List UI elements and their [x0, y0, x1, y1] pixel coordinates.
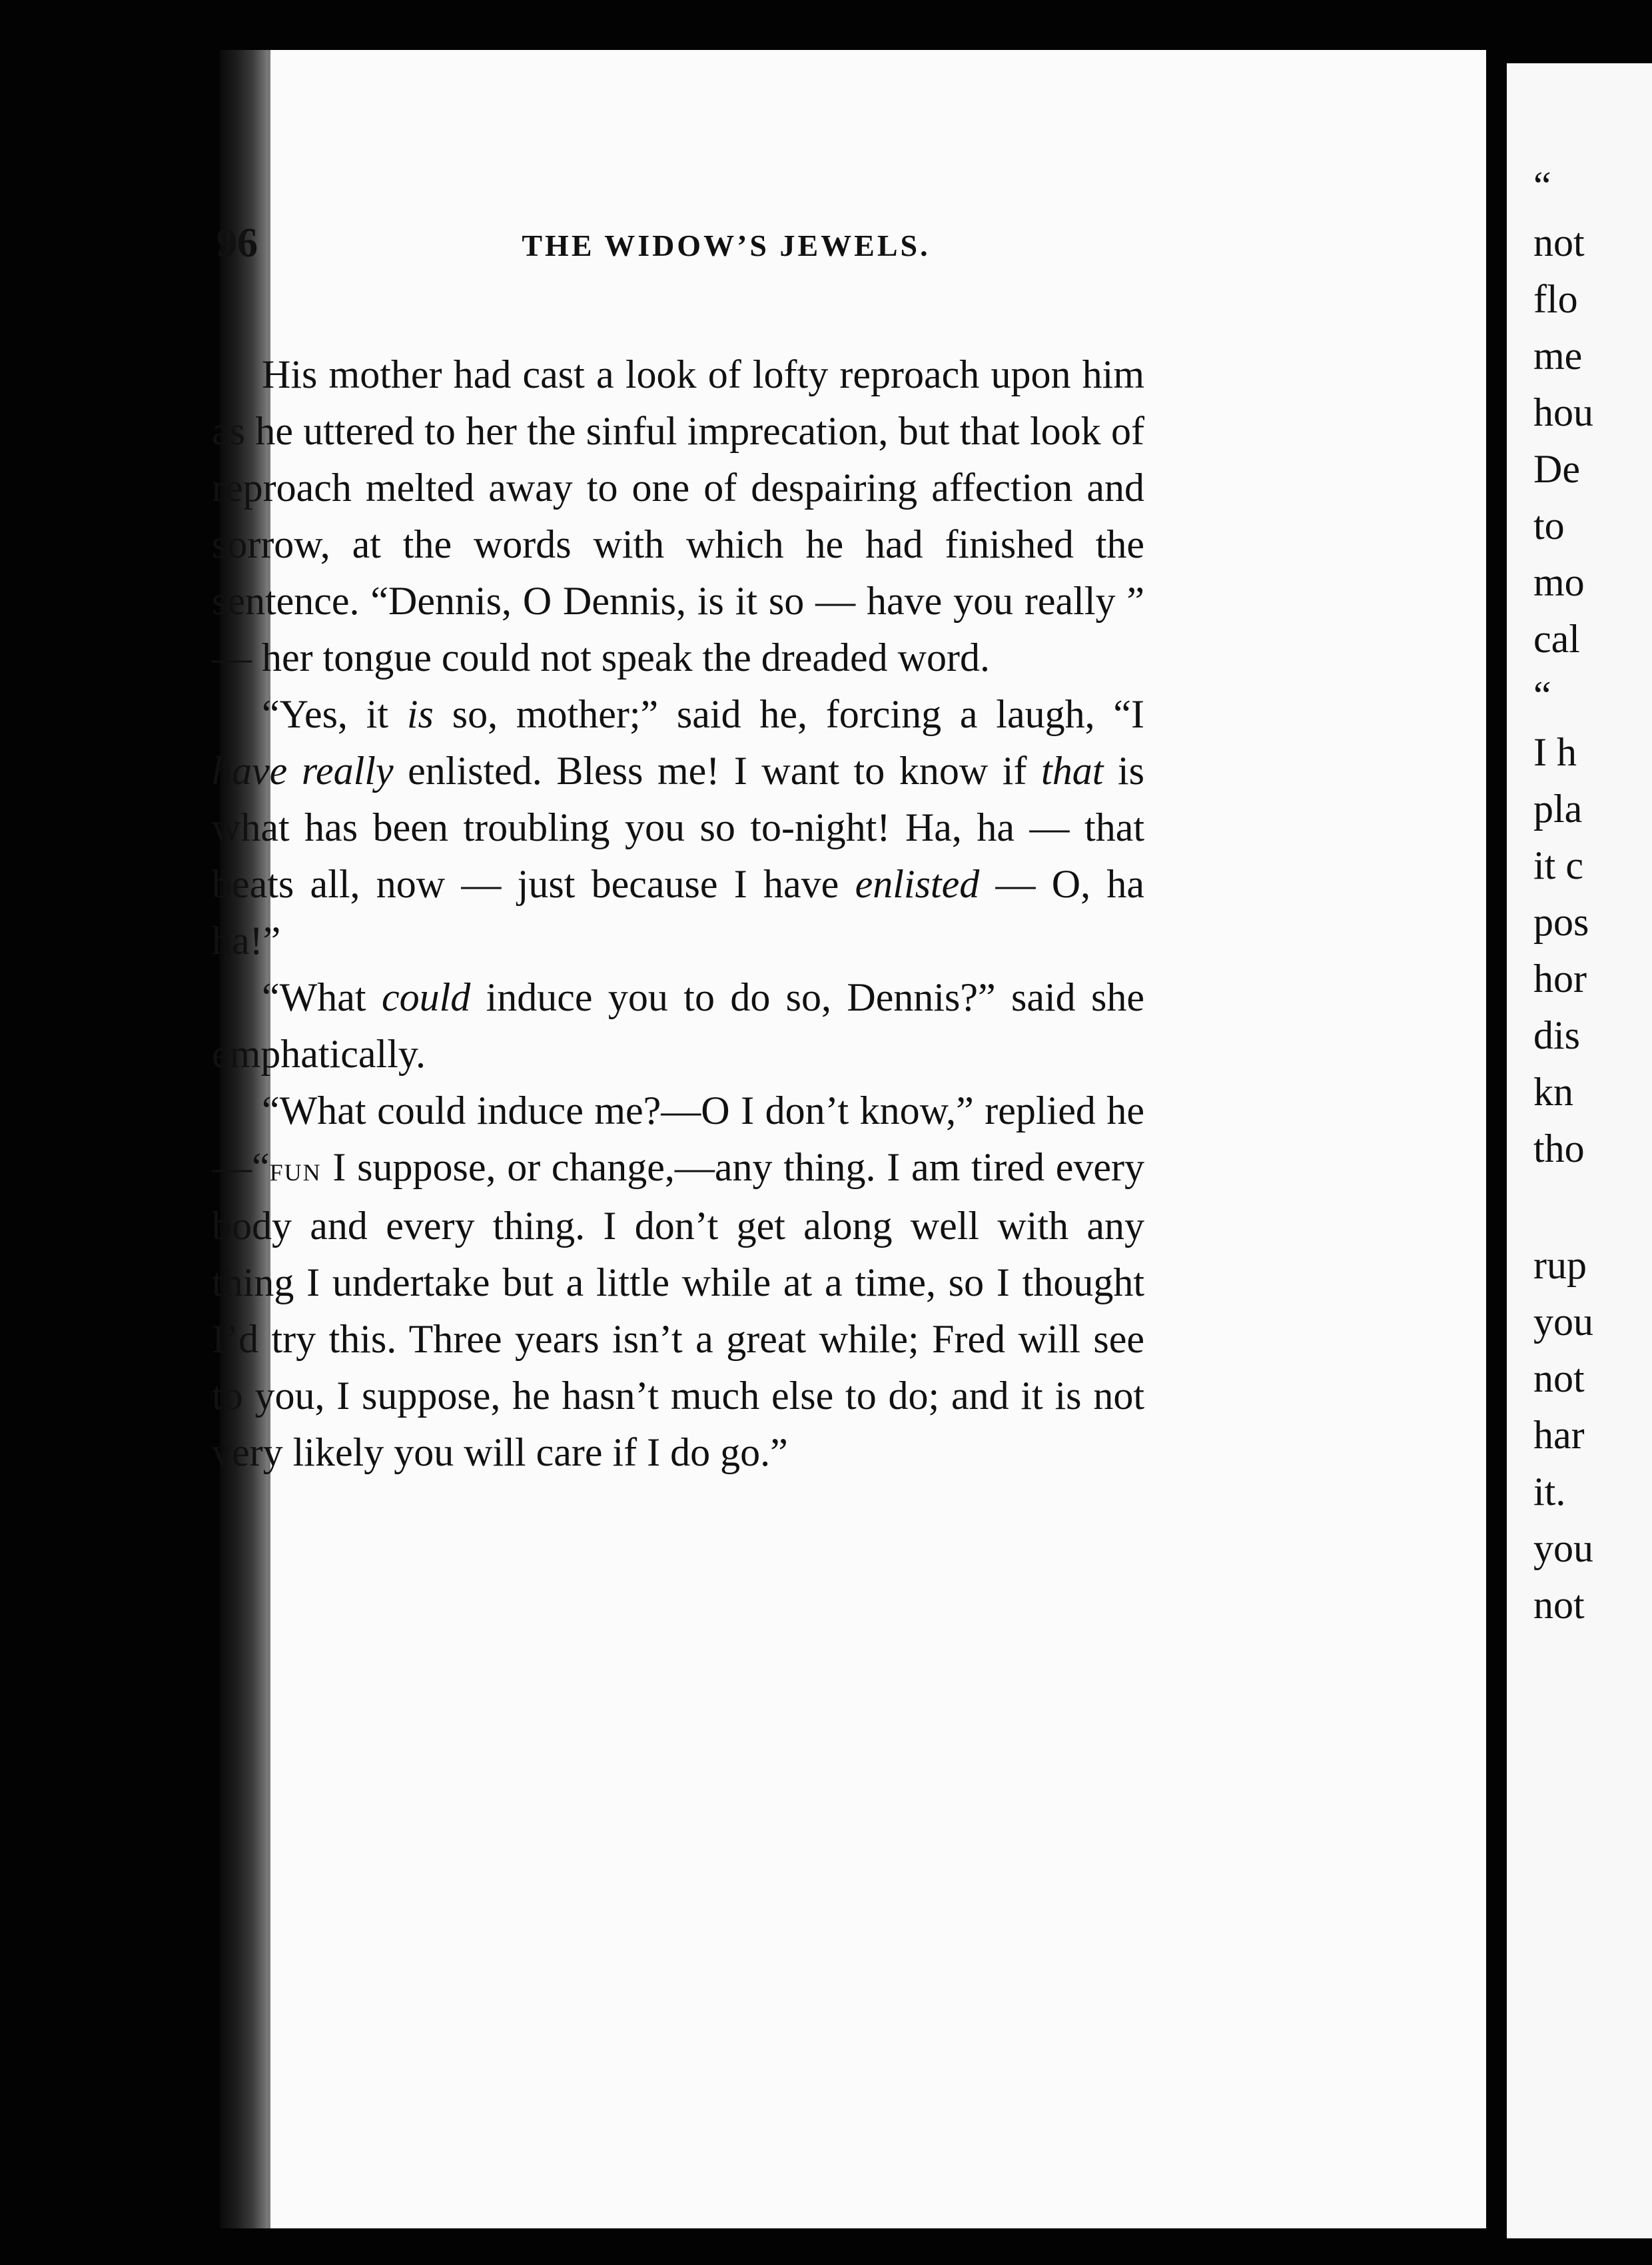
paragraph	[212, 1083, 1144, 1481]
facing-page-line: mo	[1533, 560, 1585, 604]
paragraph	[212, 969, 1144, 1083]
facing-page-line: tho	[1533, 1127, 1585, 1170]
italic-text: could	[381, 975, 471, 1019]
text-run: “Yes, it	[262, 692, 407, 736]
paragraph	[212, 346, 1144, 686]
facing-page-line: I h	[1533, 730, 1577, 774]
small-caps-text: fun	[269, 1150, 322, 1188]
facing-page-line: kn	[1533, 1070, 1573, 1114]
facing-page-edge	[1507, 63, 1652, 2238]
facing-page-line: “	[1533, 674, 1551, 717]
text-run: I suppose, or change,—any thing. I am tired every body and every thing. I don’t get along well with any thing I undertake but a little while at a time, so I thought I’d try this. Three years isn’t a great while; Fred will see to you, I suppose, he hasn’t much else to do; and it is not very likely you will care if I do go.”	[212, 1145, 1144, 1474]
facing-page-line: to	[1533, 504, 1565, 548]
facing-page-line: hor	[1533, 957, 1587, 1001]
facing-page-line: you	[1533, 1300, 1593, 1344]
italic-text: have really	[212, 749, 394, 793]
facing-page-line: pla	[1533, 787, 1583, 831]
text-run: induce you to do so, Dennis?” said she emphatically.	[212, 975, 1145, 1076]
facing-page-line: dis	[1533, 1013, 1581, 1057]
facing-page-line: De	[1533, 447, 1580, 491]
facing-page-line: you	[1533, 1526, 1593, 1570]
body-text	[212, 346, 1144, 1481]
text-run: — O, ha ha!”	[212, 862, 1145, 963]
facing-page-line: me	[1533, 334, 1583, 378]
italic-text: that	[1041, 749, 1104, 793]
facing-page-line: pos	[1533, 900, 1589, 944]
facing-page-line: flo	[1533, 277, 1578, 321]
page-number: 96	[216, 221, 258, 266]
italic-text: is	[406, 692, 434, 736]
facing-page-line: “	[1533, 164, 1551, 208]
text-run: so, mother;” said he, forcing a laugh, “I	[433, 692, 1145, 736]
facing-page-line: it.	[1533, 1470, 1566, 1514]
facing-page-line: har	[1533, 1413, 1585, 1457]
text-run: “What could induce me?—O I don’t know,” replied he—“	[212, 1089, 1144, 1189]
facing-page-line: rup	[1533, 1243, 1587, 1287]
paragraph	[212, 686, 1144, 969]
text-run: “What	[262, 975, 382, 1019]
facing-page-line: not	[1533, 221, 1585, 264]
text-run: is what has been troubling you so to-night! Ha, ha — that beats all, now — just because I have	[212, 749, 1144, 906]
facing-page-line: cal	[1533, 617, 1580, 661]
text-run: His mother had cast a look of lofty reproach upon him as he uttered to her the sinful imprecation, but that look of reproach melted away to one of despairing affection and sorrow, at the words with which he had finished the sentence. “Dennis, O Dennis, is it so — have you really ” — her tongue could not speak the dreaded word.	[212, 352, 1144, 680]
text-run: enlisted. Bless me! I want to know if	[393, 749, 1042, 793]
facing-page-line: not	[1533, 1583, 1585, 1627]
facing-page-line: it c	[1533, 843, 1583, 887]
running-title: THE WIDOW’S JEWELS.	[522, 228, 931, 262]
facing-page-line: not	[1533, 1356, 1585, 1400]
facing-page-line: hou	[1533, 390, 1593, 434]
running-head	[216, 220, 1162, 286]
italic-text: enlisted	[855, 862, 980, 906]
